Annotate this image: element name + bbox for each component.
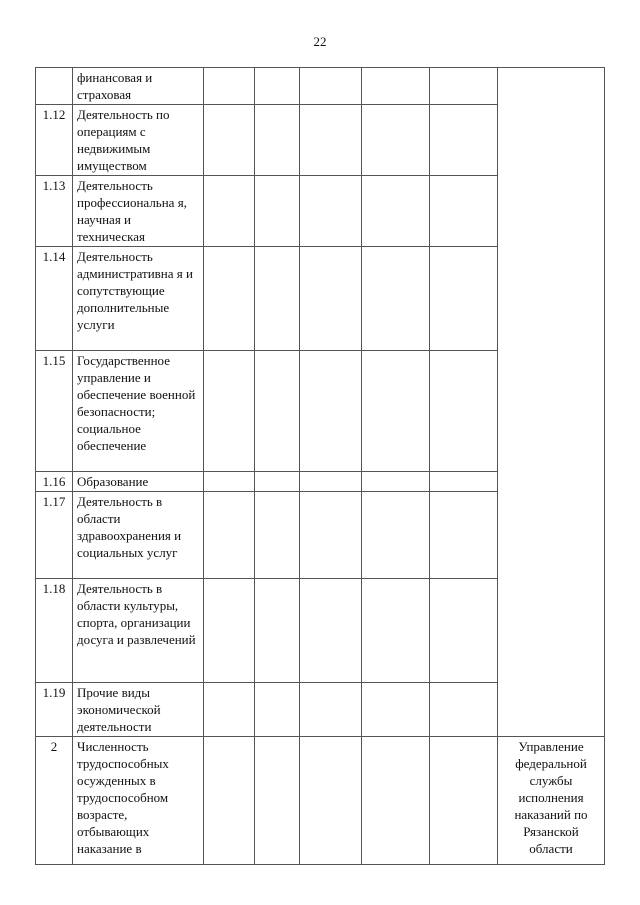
row-number: 1.17 [36, 492, 73, 579]
value-cell [430, 579, 498, 683]
row-number: 1.15 [36, 351, 73, 472]
value-cell [300, 247, 362, 351]
organization-cell [498, 68, 605, 737]
value-cell [430, 105, 498, 176]
row-name: Прочие виды экономической деятельности [73, 683, 204, 737]
value-cell [300, 579, 362, 683]
row-name: Деятельность в области здравоохранения и социальных услуг [73, 492, 204, 579]
value-cell [430, 351, 498, 472]
value-cell [430, 176, 498, 247]
row-number [36, 68, 73, 105]
value-cell [300, 176, 362, 247]
value-cell [300, 737, 362, 865]
table-row [36, 68, 605, 105]
row-number: 1.14 [36, 247, 73, 351]
row-number: 1.13 [36, 176, 73, 247]
value-cell [300, 472, 362, 492]
row-name: Деятельность по операциям с недвижимым имуществом [73, 105, 204, 176]
value-cell [300, 105, 362, 176]
row-name: финансовая и страховая [73, 68, 204, 105]
organization-cell: Управление федеральной службы исполнения наказаний по Рязанской области [498, 737, 605, 865]
value-cell [300, 492, 362, 579]
value-cell [255, 683, 300, 737]
row-name: Государственное управление и обеспечение военной безопасности; социальное обеспечение [73, 351, 204, 472]
row-number: 1.19 [36, 683, 73, 737]
indicator-table [35, 67, 605, 865]
value-cell [430, 737, 498, 865]
value-cell [204, 105, 255, 176]
row-number: 2 [36, 737, 73, 865]
value-cell [362, 351, 430, 472]
value-cell [204, 247, 255, 351]
value-cell [362, 579, 430, 683]
value-cell [255, 247, 300, 351]
value-cell [362, 247, 430, 351]
value-cell [300, 351, 362, 472]
value-cell [430, 683, 498, 737]
value-cell [362, 492, 430, 579]
value-cell [204, 492, 255, 579]
value-cell [204, 472, 255, 492]
value-cell [204, 683, 255, 737]
value-cell [362, 105, 430, 176]
value-cell [430, 472, 498, 492]
page-number: 22 [313, 34, 327, 49]
value-cell [430, 492, 498, 579]
value-cell [430, 68, 498, 105]
value-cell [362, 737, 430, 865]
table-row [36, 737, 605, 865]
row-name: Деятельность административна я и сопутствующие дополнительные услуги [73, 247, 204, 351]
value-cell [430, 247, 498, 351]
value-cell [300, 68, 362, 105]
value-cell [204, 579, 255, 683]
value-cell [204, 176, 255, 247]
row-number: 1.12 [36, 105, 73, 176]
row-number: 1.18 [36, 579, 73, 683]
value-cell [255, 472, 300, 492]
value-cell [255, 68, 300, 105]
value-cell [204, 737, 255, 865]
value-cell [362, 683, 430, 737]
row-name: Численность трудоспособных осужденных в трудоспособном возрасте, отбывающих наказание в [73, 737, 204, 865]
value-cell [255, 579, 300, 683]
row-name: Образование [73, 472, 204, 492]
value-cell [362, 176, 430, 247]
value-cell [255, 737, 300, 865]
row-number: 1.16 [36, 472, 73, 492]
value-cell [255, 105, 300, 176]
value-cell [255, 176, 300, 247]
row-name: Деятельность профессиональна я, научная и техническая [73, 176, 204, 247]
value-cell [300, 683, 362, 737]
value-cell [362, 472, 430, 492]
value-cell [255, 351, 300, 472]
value-cell [255, 492, 300, 579]
value-cell [204, 68, 255, 105]
value-cell [362, 68, 430, 105]
row-name: Деятельность в области культуры, спорта, организации досуга и развлечений [73, 579, 204, 683]
value-cell [204, 351, 255, 472]
